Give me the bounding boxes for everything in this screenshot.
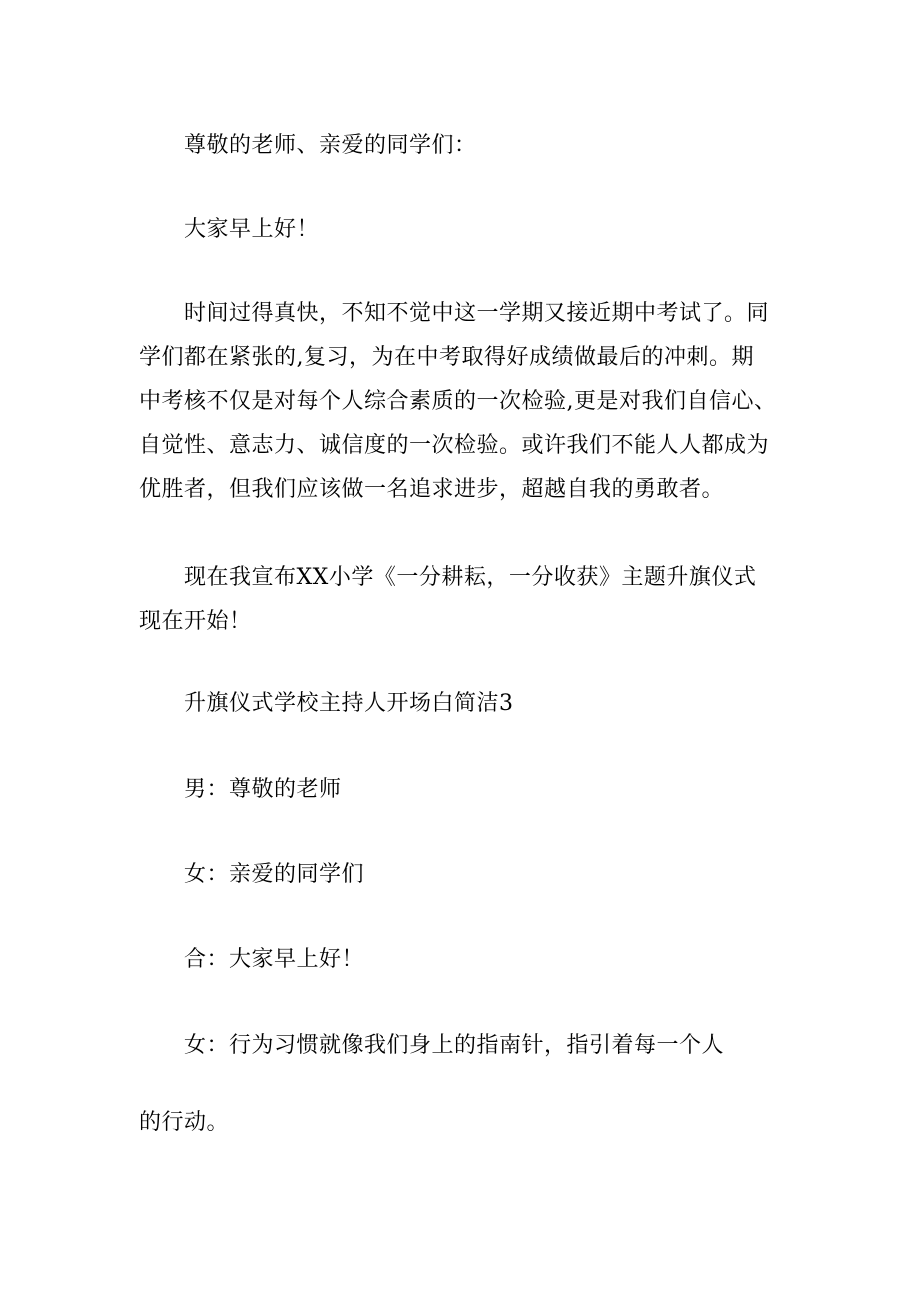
paragraph-line: 优胜者，但我们应该做一名追求进步，超越自我的勇敢者。 [139,477,725,502]
paragraph-line: 学们都在紧张的,复习，为在中考取得好成绩做最后的冲刺。期 [139,345,754,370]
male-host-line: 男：尊敬的老师 [184,777,342,802]
paragraph-line: 现在我宣布XX小学《一分耕耘，一分收获》主题升旗仪式 [184,565,757,590]
ceremony-announcement-paragraph [139,556,789,644]
paragraph-line: 时间过得真快，不知不觉中这一学期又接近期中考试了。同 [184,301,770,326]
continuation-line: 的行动。 [139,1110,230,1135]
paragraph-line: 中考核不仅是对每个人综合素质的一次检验,更是对我们自信心、 [139,389,777,414]
together-line: 合：大家早上好！ [184,947,365,972]
female-host-line: 女：亲爱的同学们 [184,862,365,887]
exam-intro-paragraph [139,292,789,512]
paragraph-line: 现在开始！ [139,609,252,634]
greeting-paragraph: 尊敬的老师、亲爱的同学们： [184,133,477,158]
section-title: 升旗仪式学校主持人开场白简洁3 [184,691,514,716]
female-host-line-2: 女：行为习惯就像我们身上的指南针，指引着每一个人 [184,1033,725,1058]
morning-greeting-paragraph: 大家早上好！ [184,217,320,242]
paragraph-line: 自觉性、意志力、诚信度的一次检验。或许我们不能人人都成为 [139,433,770,458]
